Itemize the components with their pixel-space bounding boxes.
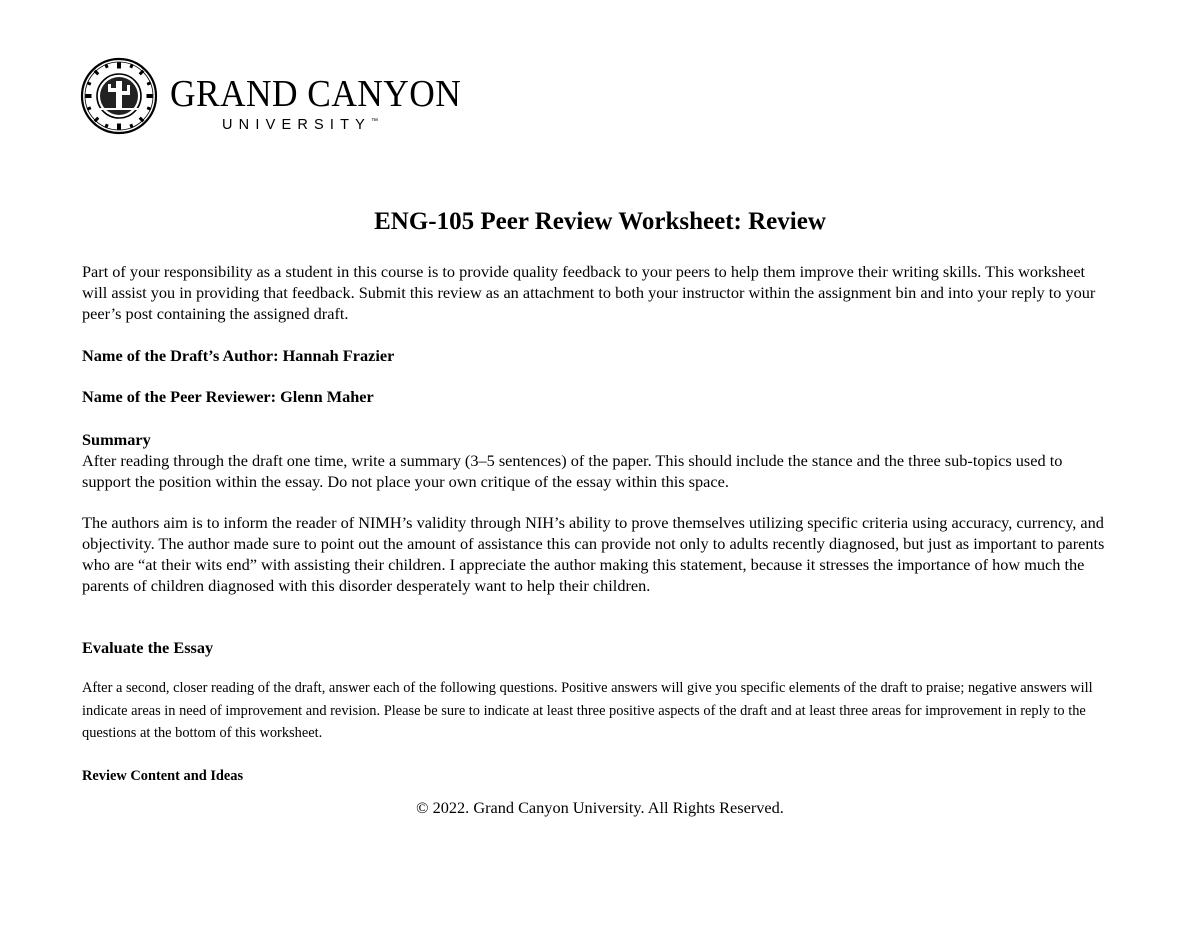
intro-paragraph: Part of your responsibility as a student in this course is to provide quality feedback to your peers to help them improve their writing skills. This worksheet will assist you in providing that feedback. Submit this review as an attachment to both your instructor within the assignment bin and into your reply to your peer’s post containing the assigned draft. — [82, 262, 1096, 323]
page-title: ENG-105 Peer Review Worksheet: Review — [374, 208, 826, 235]
review-content-heading: Review Content and Ideas — [82, 768, 244, 784]
author-name-line: Name of the Draft’s Author: Hannah Frazier — [82, 346, 395, 365]
reviewer-name-line: Name of the Peer Reviewer: Glenn Maher — [82, 387, 374, 406]
trademark-symbol: ™ — [371, 118, 379, 126]
wordmark-grand-canyon: GRAND CANYON — [170, 73, 462, 115]
wordmark-university-text: UNIVERSITY — [222, 117, 372, 133]
summary-heading: Summary — [82, 430, 151, 449]
wordmark-university — [222, 118, 378, 133]
copyright-footer: © 2022. Grand Canyon University. All Rights Reserved. — [416, 798, 784, 817]
summary-instructions: After reading through the draft one time, write a summary (3–5 sentences) of the paper. This should include the stance and the three sub-topics used to support the position within the essay. Do not place your own critique of the essay within this space. — [82, 451, 1063, 491]
evaluate-heading: Evaluate the Essay — [82, 638, 214, 657]
university-seal-icon — [80, 57, 158, 135]
evaluate-instructions: After a second, closer reading of the draft, answer each of the following questions. Positive answers will give you specific elements of the draft to praise; negative answers will indicate areas in need of improvement and revision. Please be sure to indicate at least three positive aspects of the draft and at least three areas for improvement in reply to the questions at the bottom of this worksheet. — [82, 680, 1093, 741]
summary-response: The authors aim is to inform the reader of NIMH’s validity through NIH’s ability to prove themselves utilizing specific criteria using accuracy, currency, and objectivity. The author made sure to point out the amount of assistance this can provide not only to adults recently diagnosed, but just as important to parents who are “at their wits end” with assisting their children. I appreciate the author making this statement, because it stresses the importance of how much the parents of children diagnosed with this disorder desperately want to help their children. — [82, 513, 1105, 595]
gcu-logo — [80, 55, 460, 140]
